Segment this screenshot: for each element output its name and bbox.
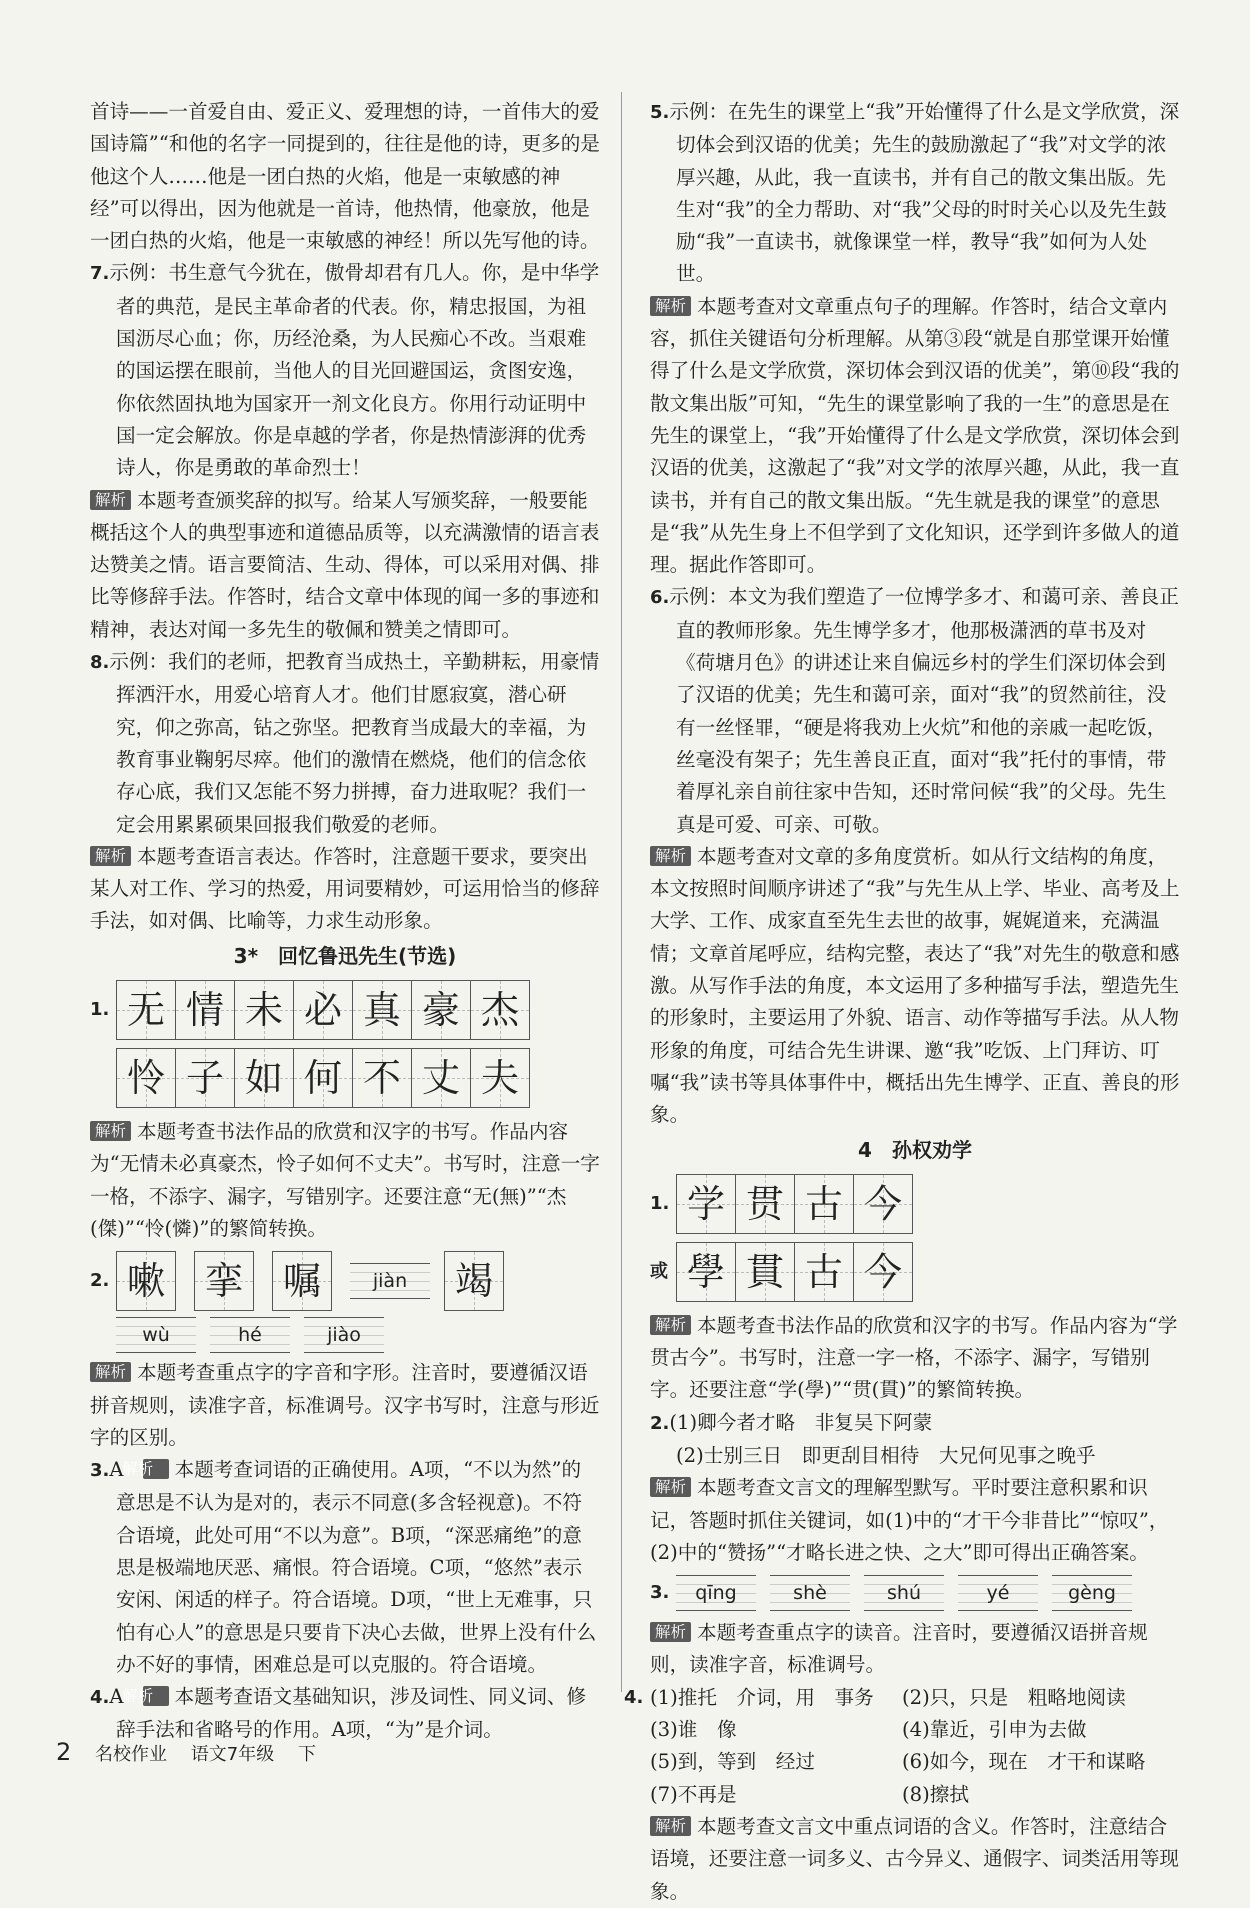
pinyin-box: jiào [304,1317,384,1353]
analysis-label: 解析 [90,1121,131,1141]
question-5 [650,96,1180,291]
column-divider [621,92,622,1692]
analysis-text: 本题考查重点字的字音和字形。注音时，要遵循汉语拼音规则，读准字音，标准调号。汉字书写时，注意与形近字的区别。 [90,1361,600,1449]
analysis-label: 解析 [90,846,131,866]
calligraphy-row-2 [650,1242,1180,1302]
analysis-text: 本题考查对文章的多角度赏析。如从行文结构的角度，本文按照时间顺序讲述了“我”与先生从上学、毕业、高考及上大学、工作、成家直至先生去世的故事，娓娓道来，充满温情；文章首尾呼应，结构完整，表达了“我”对先生的敬意和感激。从写作手法的角度，本文运用了多种描写手法，塑造先生的形象时，主要运用了外貌、语言、动作等描写手法。从人物形象的角度，可结合先生讲课、邀“我”吃饭、上门拜访、叮嘱“我”读书等具体事件中，概括出先生博学、正直、善良的形象。 [650,844,1180,1127]
analysis-s4q3 [650,1617,1180,1682]
question-number: 4. [90,1687,110,1709]
analysis-label: 解析 [90,1362,131,1382]
answer-text: 示例：本文为我们塑造了一位博学多才、和蔼可亲、善良正直的教师形象。先生博学多才，他那极潇洒的草书及对《荷塘月色》的讲述让来自偏远乡村的学生们深切体会到了汉语的优美；先生和蔼可亲，面对“我”的贸然前往，没有一丝怪罪，“硬是将我劝上火炕”和他的亲戚一起吃饭，丝毫没有架子；先生善良正直，面对“我”托付的事情，带着厚礼亲自前往家中告知，还时常问候“我”的父母。先生真是可爱、可亲、可敬。 [669,585,1179,836]
question-number: 8. [90,652,110,674]
answer-text: (2)士别三日 即更刮目相待 大兄何见事之晚乎 [676,1443,1096,1467]
pinyin-box: yé [958,1575,1038,1611]
analysis-label: 解析 [90,490,131,510]
char-cell: 何 [294,1049,353,1107]
analysis-label: 解析 [650,296,691,316]
analysis-s4q4 [650,1811,1180,1908]
char-cell: 夫 [471,1049,529,1107]
char-cell: 今 [854,1175,912,1233]
char-cell: 豪 [412,981,471,1039]
term: 下 [297,1744,316,1765]
char-cell: 貫 [736,1243,795,1301]
analysis-label: 解析 [143,1459,169,1479]
char-cell: 今 [854,1243,912,1301]
question-number: 7. [90,263,110,285]
analysis-label: 解析 [650,1816,691,1836]
word-meaning: (3)谁 像 [650,1718,737,1742]
char-cell: 杰 [471,981,529,1039]
word-meaning: (6)如今，现在 才干和谋略 [902,1750,1146,1774]
word-meaning: (8)擦拭 [902,1782,969,1806]
word-meaning: (5)到，等到 经过 [650,1750,815,1774]
subject-grade: 语文7年级 [190,1744,275,1765]
analysis-text: 本题考查语言表达。作答时，注意题干要求，要突出某人对工作、学习的热爱，用词要精妙，可运用恰当的修辞手法，如对偶、比喻等，力求生动形象。 [90,844,600,933]
analysis-text: 本题考查文言文中重点词语的含义。作答时，注意结合语境，还要注意一词多义、古今异义、通假字、词类活用等现象。 [650,1814,1180,1903]
analysis-label: 解析 [650,1622,691,1642]
s3q2-pinyin [116,1317,600,1353]
question-number: 3. [650,1582,670,1604]
question-number: 3. [90,1460,110,1482]
question-number: 4. [624,1686,644,1708]
analysis-text: 本题考查重点字的读音。注音时，要遵循汉语拼音规则，读准字音，标准调号。 [650,1621,1148,1677]
question-number: 1. [90,998,110,1020]
char-cell: 古 [795,1175,854,1233]
section-title-3: 3* 回忆鲁迅先生(节选) [233,943,457,968]
or-label: 或 [650,1260,668,1282]
analysis-label: 解析 [143,1686,169,1706]
answer-text: (1)卿今者才略 非复吴下阿蒙 [669,1410,933,1434]
answer-text: 示例：我们的老师，把教育当成热土，辛勤耕耘，用豪情挥洒汗水，用爱心培育人才。他们甘愿寂寞，潜心研究，仰之弥高，钻之弥坚。把教育当成最大的幸福，为教育事业鞠躬尽瘁。他们的激情在燃烧，他们的信念依存心底，我们又怎能不努力拼搏，奋力进取呢？我们一定会用累累硕果回报我们敬爱的老师。 [109,650,600,836]
char-cell: 嗽 [116,1251,176,1311]
pinyin-box: jiàn [350,1263,430,1299]
pinyin-box: shú [864,1575,944,1611]
right-column [624,96,1180,1908]
char-cell: 嘱 [272,1251,332,1311]
char-cell: 古 [795,1243,854,1301]
analysis-text: 本题考查语文基础知识，涉及词性、同义词、修辞手法和省略号的作用。A项，“为”是介词。 [116,1685,587,1742]
analysis-label: 解析 [650,1315,691,1335]
intro-paragraph: 首诗——一首爱自由、爱正义、爱理想的诗，一首伟大的爱国诗篇”“和他的名字一同提到的，往往是他的诗，更多的是他这个人……他是一团白热的火焰，他是一束敏感的神经”可以得出，因为他就是一首诗，他热情，他豪放，他是一团白热的火焰，他是一束敏感的神经！所以先写他的诗。 [90,100,600,253]
left-column [90,96,600,1747]
s3-question-3 [90,1454,600,1681]
char-cell: 不 [353,1049,412,1107]
s4-question-2 [650,1407,1180,1440]
analysis-6 [650,841,1180,1132]
analysis-text: 本题考查对文章重点句子的理解。作答时，结合文章内容，抓住关键语句分析理解。从第③段“就是自那堂课开始懂得了什么是文学欣赏，深切体会到汉语的优美”，第⑩段“我的散文集出版”可知，“先生的课堂影响了我的一生”的意思是在先生的课堂上，“我”开始懂得了什么是文学欣赏，深切体会到汉语的优美，这激起了“我”对文学的浓厚兴趣，从此，我一直读书，并有自己的散文集出版。“先生就是我的课堂”的意思是“我”从先生身上不但学到了文化知识，还学到许多做人的道理。据此作答即可。 [650,294,1180,577]
char-cell: 情 [176,981,235,1039]
analysis-5 [650,291,1180,582]
question-6 [650,581,1180,840]
char-cell: 竭 [444,1251,504,1311]
s3q2-chars [90,1251,600,1311]
char-cell: 无 [117,981,176,1039]
answer-text: 示例：书生意气今犹在，傲骨却君有几人。你，是中华学者的典范，是民主革命者的代表。你，精忠报国，为祖国沥尽心血；你，历经沧桑，为人民痴心不改。当艰难的国运摆在眼前，当他人的目光回避国运，贪图安逸，你依然固执地为国家开一剂文化良方。你用行动证明中国一定会解放。你是卓越的学者，你是热情澎湃的优秀诗人，你是勇敢的革命烈士！ [109,261,600,480]
char-cell: 真 [353,981,412,1039]
char-cell: 學 [677,1243,736,1301]
calligraphy-row-2 [90,1048,600,1108]
section-title-4: 4 孙权劝学 [858,1137,972,1162]
analysis-s3q2 [90,1357,600,1454]
page-number: 2 [56,1738,72,1766]
analysis-label: 解析 [650,1477,691,1497]
word-meaning: (1)推托 介词，用 事务 [650,1685,874,1709]
pinyin-box: wù [116,1317,196,1353]
analysis-s3q1 [90,1116,600,1245]
analysis-label: 解析 [650,846,691,866]
analysis-s4q2 [650,1472,1180,1569]
s4-question-4 [624,1682,1180,1811]
word-meaning: (2)只，只是 粗略地阅读 [902,1685,1126,1709]
pinyin-box: shè [770,1575,850,1611]
analysis-text: 本题考查词语的正确使用。A项，“不以为然”的意思是不认为是对的，表示不同意(多含轻视意)。不符合语境，此处可用“不以为意”。B项，“深恶痛绝”的意思是极端地厌恶、痛恨。符合语境。C项，“悠然”表示安闲、闲适的样子。符合语境。D项，“世上无难事，只怕有心人”的意思是只要肯下决心去做，世界上没有什么办不好的事情，困难总是可以克服的。符合语境。 [116,1458,597,1676]
brand-name: 名校作业 [95,1744,168,1765]
analysis-text: 本题考查文言文的理解型默写。平时要注意积累和识记，答题时抓住关键词，如(1)中的“才干今非昔比”“惊叹”，(2)中的“赞扬”“才略长进之快、之大”即可得出正确答案。 [650,1476,1169,1564]
word-meaning: (4)靠近，引申为去做 [902,1718,1087,1742]
question-number: 2. [650,1412,670,1434]
char-cell: 子 [176,1049,235,1107]
question-8 [90,646,600,841]
pinyin-box: hé [210,1317,290,1353]
char-cell: 如 [235,1049,294,1107]
s3-question-4 [90,1681,600,1747]
pinyin-box: qīng [676,1575,756,1611]
char-cell: 必 [294,981,353,1039]
question-number: 1. [650,1192,670,1214]
char-cell: 丈 [412,1049,471,1107]
page-footer [56,1738,334,1766]
answer-letter: A [109,1685,124,1709]
analysis-text: 本题考查书法作品的欣赏和汉字的书写。作品内容为“无情未必真豪杰，怜子如何不丈夫”。书写时，注意一字一格，不添字、漏字，写错别字。还要注意“无(無)”“杰(傑)”“怜(憐)”的繁简转换。 [90,1120,600,1240]
s4q3-pinyin [650,1575,1180,1611]
answer-text: 示例：在先生的课堂上“我”开始懂得了什么是文学欣赏，深切体会到汉语的优美；先生的鼓励激起了“我”对文学的浓厚兴趣，从此，我一直读书，并有自己的散文集出版。先生对“我”的全力帮助、对“我”父母的时时关心以及先生鼓励“我”一直读书，就像课堂一样，教导“我”如何为人处世。 [669,100,1180,286]
char-cell: 挛 [194,1251,254,1311]
analysis-text: 本题考查书法作品的欣赏和汉字的书写。作品内容为“学贯古今”。书写时，注意一字一格，不添字、漏字，写错别字。还要注意“学(學)”“贯(貫)”的繁简转换。 [650,1313,1178,1402]
question-7 [90,257,600,484]
char-cell: 怜 [117,1049,176,1107]
question-number: 5. [650,102,670,123]
char-cell: 学 [677,1175,736,1233]
calligraphy-row-1 [90,980,600,1040]
analysis-8 [90,841,600,938]
answer-letter: A [109,1458,124,1482]
word-meaning: (7)不再是 [650,1782,737,1806]
analysis-s4q1 [650,1310,1180,1407]
analysis-text: 本题考查颁奖辞的拟写。给某人写颁奖辞，一般要能概括这个人的典型事迹和道德品质等，以充满激情的语言表达赞美之情。语言要简洁、生动、得体，可以采用对偶、排比等修辞手法。作答时，结合文章中体现的闻一多的事迹和精神，表达对闻一多先生的敬佩和赞美之情即可。 [90,488,600,641]
pinyin-box: gèng [1052,1575,1132,1611]
analysis-7 [90,485,600,646]
char-cell: 未 [235,981,294,1039]
char-cell: 贯 [736,1175,795,1233]
question-number: 6. [650,587,670,609]
question-number: 2. [90,1270,110,1292]
calligraphy-row-1 [650,1174,1180,1234]
